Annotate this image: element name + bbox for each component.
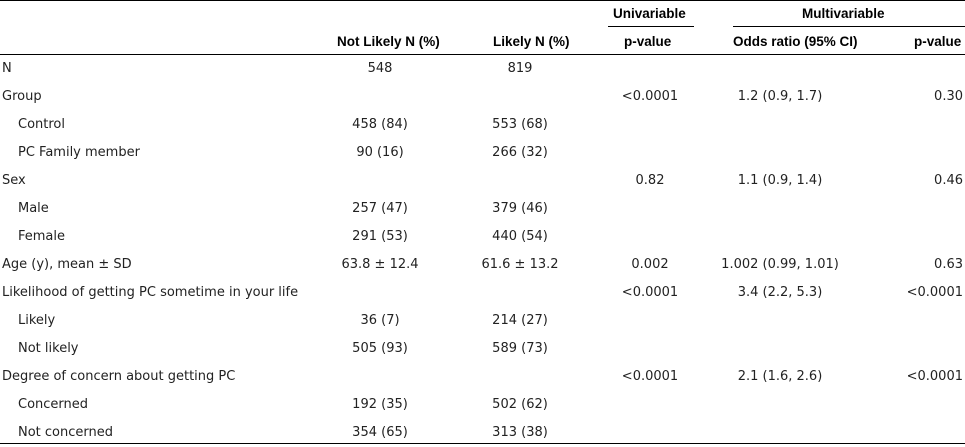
odds-ratio-cell: 2.1 (1.6, 2.6) [737,369,823,384]
univariable-pvalue-cell: <0.0001 [621,369,679,384]
table-row [0,111,965,139]
table-row [0,223,965,251]
univariable-pvalue-cell [600,307,700,335]
univariable-pvalue-cell [600,195,700,223]
likely-cell [460,167,580,195]
univariable-pvalue-header: p-value [624,34,672,49]
row-label: PC Family member [18,145,140,160]
multivariable-pvalue-cell [880,391,963,419]
odds-ratio-cell: 3.4 (2.2, 5.3) [737,285,823,300]
not-likely-cell [320,363,440,391]
univariable-header: Univariable [613,6,686,21]
not-likely-cell: 257 (47) [352,201,408,216]
not-likely-cell: 291 (53) [352,229,408,244]
univariable-pvalue-cell [600,223,700,251]
likely-cell: 553 (68) [492,117,548,132]
multivariable-pvalue-header: p-value [914,34,962,49]
multivariable-pvalue-cell [880,335,963,363]
likely-cell: 379 (46) [492,201,548,216]
univariable-pvalue-cell [600,55,700,83]
odds-ratio-cell [720,195,840,223]
row-label: Likely [18,313,56,328]
multivariable-pvalue-cell: 0.63 [934,257,963,272]
multivariable-rule [733,26,965,27]
table-row [0,363,965,391]
likely-cell: 502 (62) [492,397,548,412]
not-likely-header: Not Likely N (%) [337,34,440,49]
likely-cell [460,279,580,307]
row-label: Male [18,201,49,216]
multivariable-pvalue-cell [880,55,963,83]
multivariable-pvalue-cell: 0.30 [934,89,963,104]
top-rule [0,0,965,1]
likely-cell: 589 (73) [492,341,548,356]
multivariable-pvalue-cell: <0.0001 [906,285,963,300]
odds-ratio-cell [720,55,840,83]
not-likely-cell [320,83,440,111]
multivariable-pvalue-cell [880,195,963,223]
multivariable-pvalue-cell [880,223,963,251]
not-likely-cell [320,167,440,195]
table-row [0,279,965,307]
multivariable-pvalue-cell [880,139,963,167]
univariable-pvalue-cell: 0.82 [635,173,665,188]
table-row [0,167,965,195]
row-label: N [2,61,12,76]
table-row [0,195,965,223]
bottom-rule [0,443,965,444]
multivariable-pvalue-cell [880,111,963,139]
odds-ratio-cell: 1.2 (0.9, 1.7) [737,89,823,104]
univariable-pvalue-cell: <0.0001 [621,89,679,104]
univariable-rule [608,26,694,27]
row-label: Control [18,117,65,132]
odds-ratio-cell: 1.002 (0.99, 1.01) [721,257,839,272]
odds-ratio-cell: 1.1 (0.9, 1.4) [737,173,823,188]
multivariable-pvalue-cell: <0.0001 [906,369,963,384]
likely-cell: 214 (27) [492,313,548,328]
odds-ratio-cell [720,139,840,167]
row-label: Age (y), mean ± SD [2,257,132,272]
likely-cell: 440 (54) [492,229,548,244]
univariable-pvalue-cell: <0.0001 [621,285,679,300]
not-likely-cell: 63.8 ± 12.4 [341,257,419,272]
univariable-pvalue-cell [600,111,700,139]
likely-cell [460,83,580,111]
row-label: Concerned [18,397,89,412]
not-likely-cell: 192 (35) [352,397,408,412]
not-likely-cell [320,279,440,307]
row-label: Female [18,229,66,244]
table-row [0,307,965,335]
univariable-pvalue-cell [600,335,700,363]
multivariable-header: Multivariable [802,6,885,21]
row-label: Not likely [18,341,79,356]
odds-ratio-cell [720,307,840,335]
not-likely-cell: 548 [367,61,393,76]
odds-ratio-cell [720,335,840,363]
table-row [0,55,965,83]
table-row [0,335,965,363]
univariable-pvalue-cell [600,391,700,419]
likely-cell: 266 (32) [492,145,548,160]
likely-cell: 819 [507,61,533,76]
not-likely-cell: 90 (16) [356,145,404,160]
table-row [0,391,965,419]
table-row [0,83,965,111]
table-row [0,139,965,167]
multivariable-pvalue-cell: 0.46 [934,173,963,188]
row-label: Likelihood of getting PC sometime in your life [2,285,299,300]
univariable-pvalue-cell: 0.002 [631,257,669,272]
row-label: Sex [2,173,26,188]
not-likely-cell: 354 (65) [352,425,408,440]
likely-cell [460,363,580,391]
multivariable-pvalue-cell [880,307,963,335]
likely-cell: 61.6 ± 13.2 [481,257,559,272]
row-label: Not concerned [18,425,113,440]
univariable-pvalue-cell [600,139,700,167]
odds-ratio-cell [720,391,840,419]
not-likely-cell: 505 (93) [352,341,408,356]
odds-ratio-cell [720,111,840,139]
table-row [0,251,965,279]
likely-cell: 313 (38) [492,425,548,440]
likely-header: Likely N (%) [493,34,570,49]
not-likely-cell: 36 (7) [360,313,400,328]
odds-ratio-header: Odds ratio (95% CI) [733,34,858,49]
row-label: Degree of concern about getting PC [2,369,236,384]
row-label: Group [2,89,42,104]
not-likely-cell: 458 (84) [352,117,408,132]
odds-ratio-cell [720,223,840,251]
